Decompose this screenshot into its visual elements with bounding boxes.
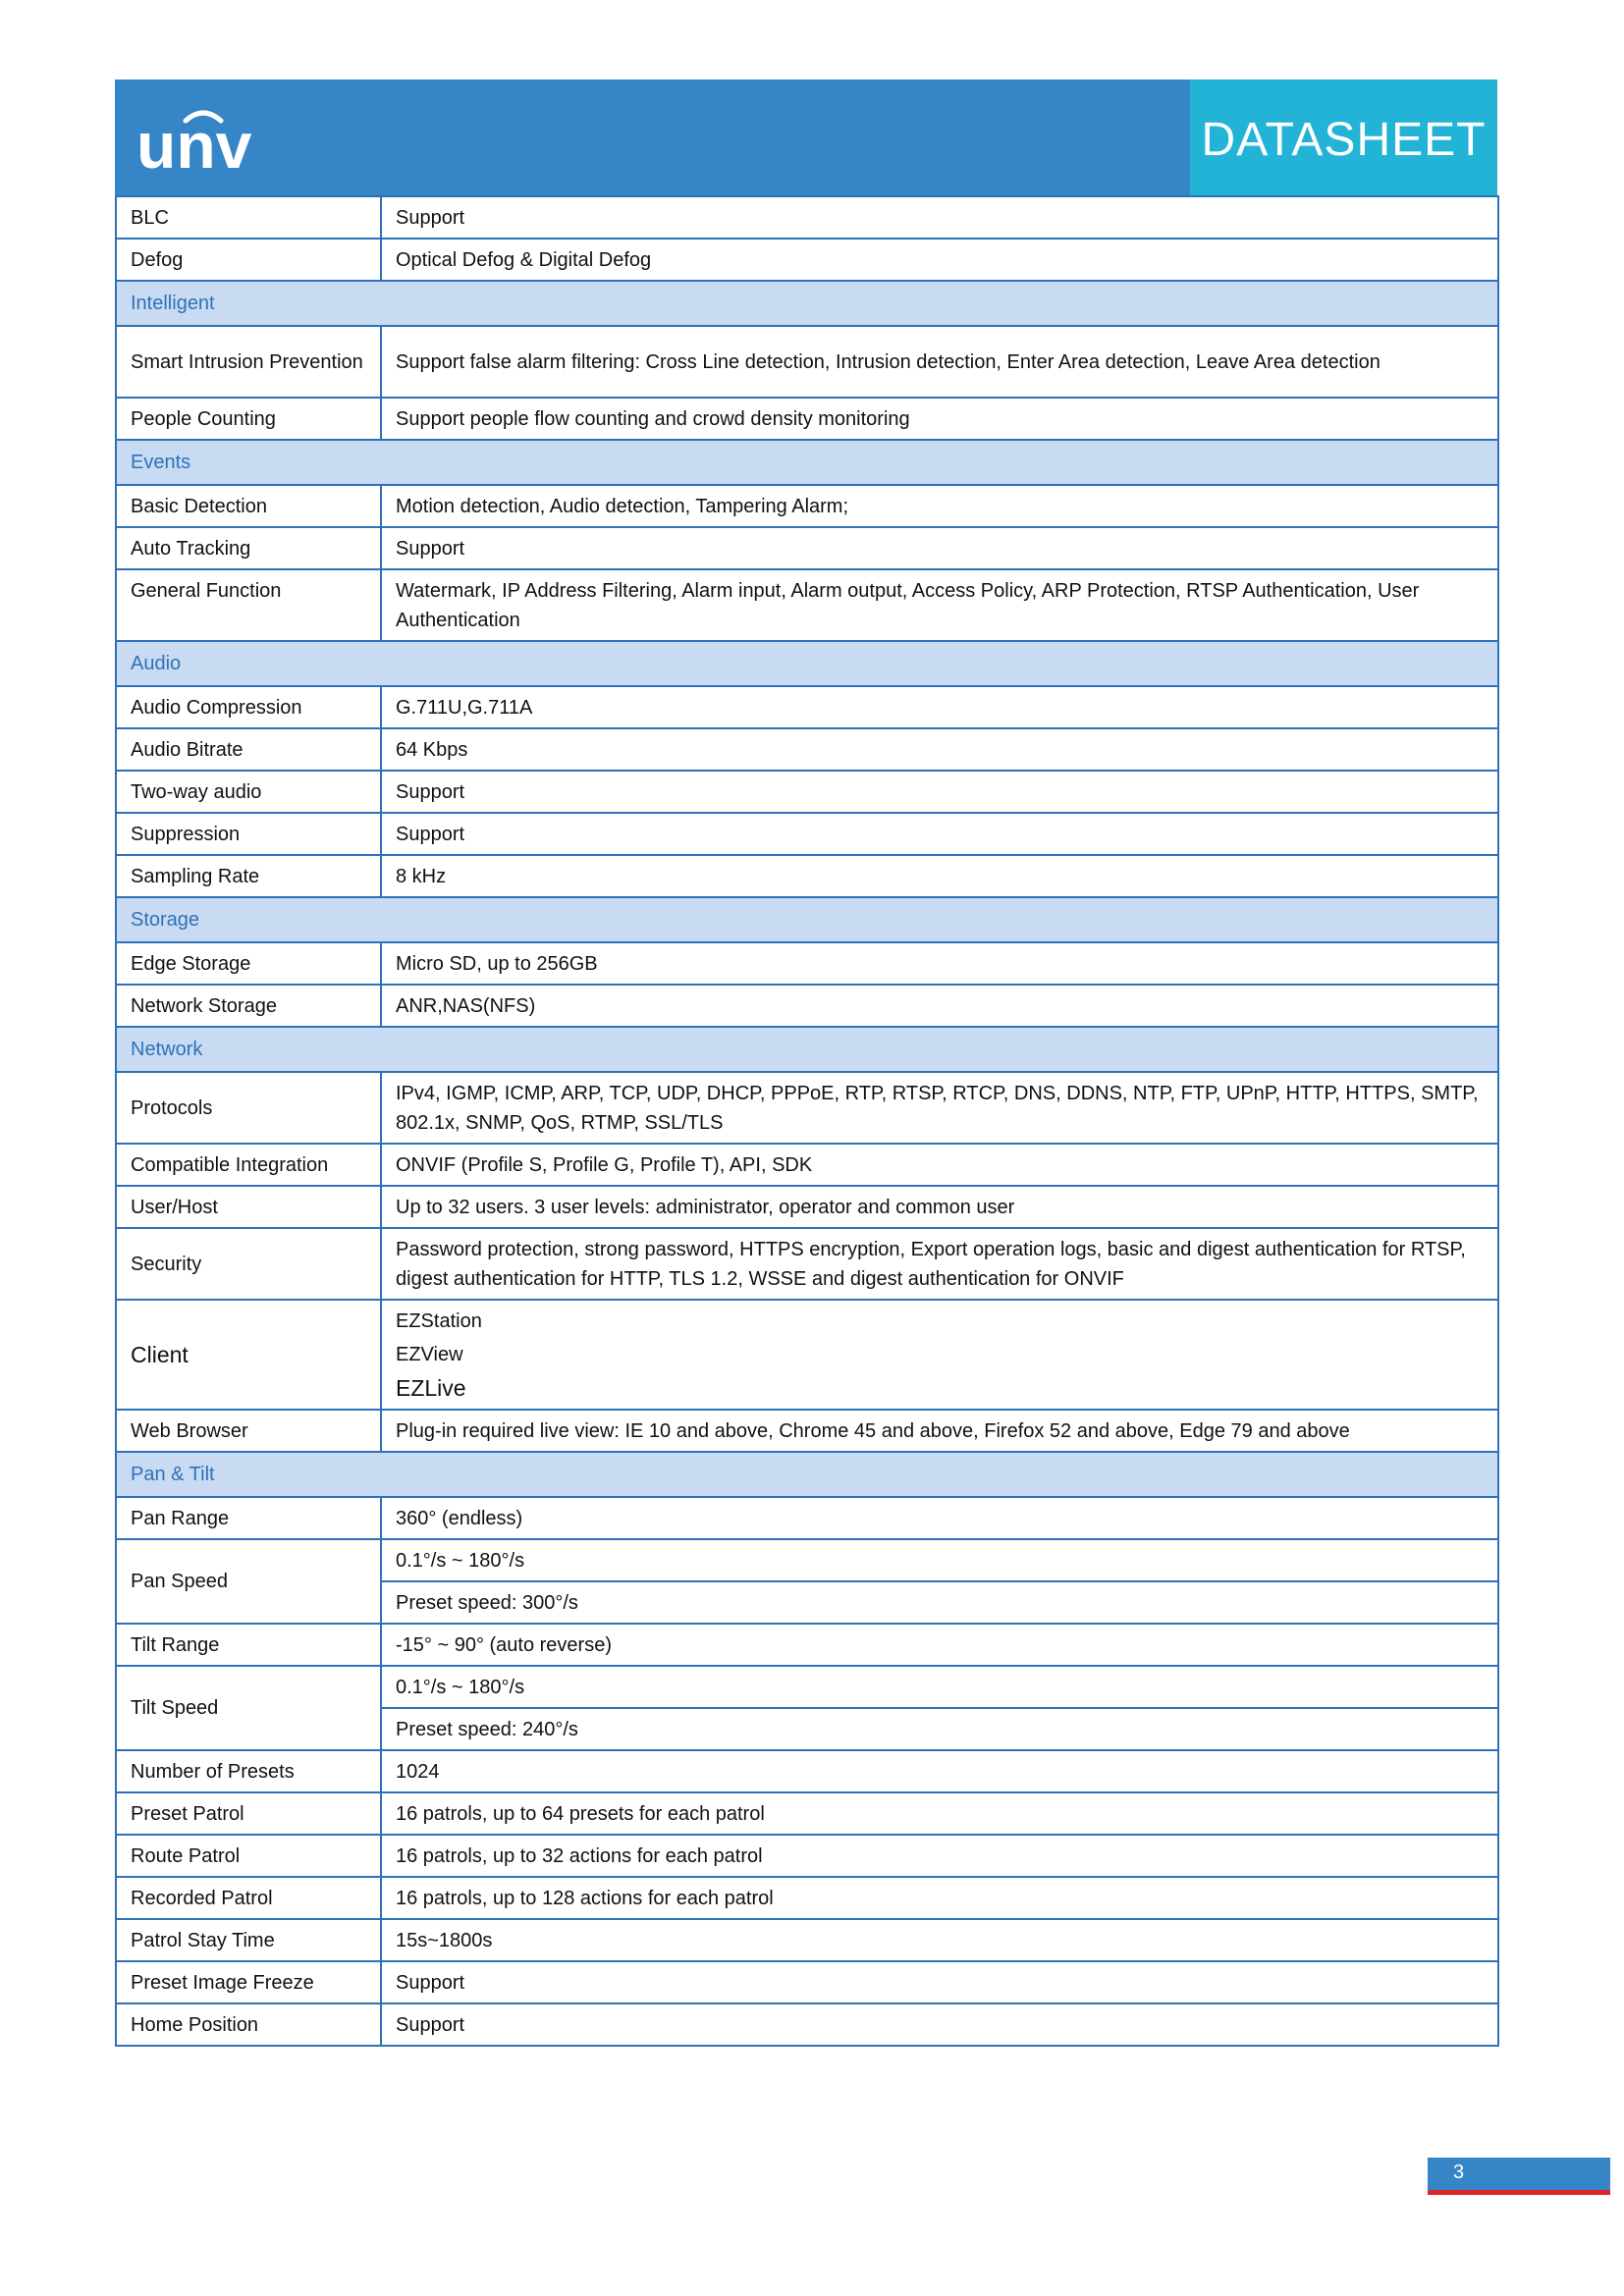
section-header-row bbox=[116, 1027, 1498, 1072]
spec-row bbox=[116, 1300, 1498, 1410]
section-header-row bbox=[116, 1452, 1498, 1497]
spec-value bbox=[381, 1300, 1498, 1410]
spec-label: Home Position bbox=[116, 2003, 381, 2046]
spec-row bbox=[116, 686, 1498, 728]
spec-label: Security bbox=[116, 1228, 381, 1300]
section-header: Pan & Tilt bbox=[116, 1452, 1498, 1497]
spec-label: Tilt Range bbox=[116, 1624, 381, 1666]
spec-value: 15s~1800s bbox=[381, 1919, 1498, 1961]
spec-label: Recorded Patrol bbox=[116, 1877, 381, 1919]
client-app-name: EZStation bbox=[396, 1310, 482, 1332]
spec-value: Motion detection, Audio detection, Tampering Alarm; bbox=[381, 485, 1498, 527]
spec-value: Preset speed: 300°/s bbox=[381, 1581, 1498, 1624]
client-app-name: EZLive bbox=[396, 1375, 466, 1401]
section-header-row bbox=[116, 641, 1498, 686]
spec-label: Audio Compression bbox=[116, 686, 381, 728]
spec-row bbox=[116, 1624, 1498, 1666]
spec-label: Number of Presets bbox=[116, 1750, 381, 1792]
spec-value: Watermark, IP Address Filtering, Alarm input, Alarm output, Access Policy, ARP Protection, RTSP Authentication, User Authentication bbox=[381, 569, 1498, 641]
spec-row bbox=[116, 1186, 1498, 1228]
spec-value: Preset speed: 240°/s bbox=[381, 1708, 1498, 1750]
spec-row bbox=[116, 2003, 1498, 2046]
spec-label: Smart Intrusion Prevention bbox=[116, 326, 381, 398]
spec-row bbox=[116, 1919, 1498, 1961]
section-header-row bbox=[116, 440, 1498, 485]
spec-label: Suppression bbox=[116, 813, 381, 855]
spec-value: Password protection, strong password, HTTPS encryption, Export operation logs, basic and digest authentication for RTSP, digest authentication for HTTP, TLS 1.2, WSSE and digest authentication for ONVIF bbox=[381, 1228, 1498, 1300]
spec-row bbox=[116, 813, 1498, 855]
spec-value: -15° ~ 90° (auto reverse) bbox=[381, 1624, 1498, 1666]
spec-value: ONVIF (Profile S, Profile G, Profile T), API, SDK bbox=[381, 1144, 1498, 1186]
spec-value: 64 Kbps bbox=[381, 728, 1498, 771]
spec-row bbox=[116, 485, 1498, 527]
datasheet-label-box bbox=[1190, 80, 1497, 195]
page-number: 3 bbox=[1453, 2162, 1465, 2183]
spec-value: Support bbox=[381, 527, 1498, 569]
page-number-bar bbox=[1428, 2158, 1610, 2195]
spec-value: Optical Defog & Digital Defog bbox=[381, 239, 1498, 281]
spec-label: People Counting bbox=[116, 398, 381, 440]
spec-row bbox=[116, 326, 1498, 398]
spec-label: Two-way audio bbox=[116, 771, 381, 813]
spec-row bbox=[116, 1835, 1498, 1877]
spec-value: 16 patrols, up to 64 presets for each patrol bbox=[381, 1792, 1498, 1835]
spec-row bbox=[116, 527, 1498, 569]
spec-value: Support bbox=[381, 2003, 1498, 2046]
client-app-name: EZView bbox=[396, 1344, 463, 1365]
spec-value: 8 kHz bbox=[381, 855, 1498, 897]
spec-row bbox=[116, 1666, 1498, 1708]
spec-row bbox=[116, 196, 1498, 239]
unv-logo bbox=[135, 99, 272, 178]
section-header: Intelligent bbox=[116, 281, 1498, 326]
spec-value: 0.1°/s ~ 180°/s bbox=[381, 1666, 1498, 1708]
spec-value: Support bbox=[381, 813, 1498, 855]
spec-value: Support people flow counting and crowd density monitoring bbox=[381, 398, 1498, 440]
section-header: Network bbox=[116, 1027, 1498, 1072]
section-header: Events bbox=[116, 440, 1498, 485]
spec-row bbox=[116, 942, 1498, 985]
spec-row bbox=[116, 1228, 1498, 1300]
spec-row bbox=[116, 985, 1498, 1027]
spec-label: Web Browser bbox=[116, 1410, 381, 1452]
spec-label: Network Storage bbox=[116, 985, 381, 1027]
spec-row bbox=[116, 1961, 1498, 2003]
section-header: Audio bbox=[116, 641, 1498, 686]
spec-value: Up to 32 users. 3 user levels: administrator, operator and common user bbox=[381, 1186, 1498, 1228]
spec-label: Edge Storage bbox=[116, 942, 381, 985]
spec-row bbox=[116, 239, 1498, 281]
spec-label: Basic Detection bbox=[116, 485, 381, 527]
spec-row bbox=[116, 1750, 1498, 1792]
datasheet-header bbox=[115, 80, 1497, 195]
spec-value: Micro SD, up to 256GB bbox=[381, 942, 1498, 985]
spec-value: 360° (endless) bbox=[381, 1497, 1498, 1539]
spec-row bbox=[116, 1877, 1498, 1919]
spec-row bbox=[116, 1072, 1498, 1144]
spec-row bbox=[116, 1144, 1498, 1186]
spec-label: BLC bbox=[116, 196, 381, 239]
spec-value: IPv4, IGMP, ICMP, ARP, TCP, UDP, DHCP, PPPoE, RTP, RTSP, RTCP, DNS, DDNS, NTP, FTP, UPnP, HTTP, HTTPS, SMTP, 802.1x, SNMP, QoS, RTMP, SSL/TLS bbox=[381, 1072, 1498, 1144]
spec-label: Compatible Integration bbox=[116, 1144, 381, 1186]
spec-row bbox=[116, 771, 1498, 813]
spec-value: 0.1°/s ~ 180°/s bbox=[381, 1539, 1498, 1581]
spec-value: 16 patrols, up to 128 actions for each patrol bbox=[381, 1877, 1498, 1919]
spec-row bbox=[116, 1792, 1498, 1835]
spec-value: G.711U,G.711A bbox=[381, 686, 1498, 728]
spec-value: Plug-in required live view: IE 10 and above, Chrome 45 and above, Firefox 52 and above, Edge 79 and above bbox=[381, 1410, 1498, 1452]
spec-row bbox=[116, 1539, 1498, 1581]
spec-label: Protocols bbox=[116, 1072, 381, 1144]
spec-label: Tilt Speed bbox=[116, 1666, 381, 1750]
spec-row bbox=[116, 1410, 1498, 1452]
spec-label: General Function bbox=[116, 569, 381, 641]
spec-value: 16 patrols, up to 32 actions for each patrol bbox=[381, 1835, 1498, 1877]
spec-label: Defog bbox=[116, 239, 381, 281]
spec-label: Preset Image Freeze bbox=[116, 1961, 381, 2003]
spec-value: Support false alarm filtering: Cross Line detection, Intrusion detection, Enter Area detection, Leave Area detection bbox=[381, 326, 1498, 398]
spec-table bbox=[115, 195, 1499, 2047]
section-header-row bbox=[116, 281, 1498, 326]
section-header-row bbox=[116, 897, 1498, 942]
spec-label: Pan Range bbox=[116, 1497, 381, 1539]
spec-label: User/Host bbox=[116, 1186, 381, 1228]
section-header: Storage bbox=[116, 897, 1498, 942]
spec-row bbox=[116, 569, 1498, 641]
spec-row bbox=[116, 855, 1498, 897]
spec-label: Pan Speed bbox=[116, 1539, 381, 1624]
spec-label: Sampling Rate bbox=[116, 855, 381, 897]
spec-label: Auto Tracking bbox=[116, 527, 381, 569]
spec-label: Audio Bitrate bbox=[116, 728, 381, 771]
datasheet-label: DATASHEET bbox=[1201, 114, 1487, 166]
svg-text:unv: unv bbox=[136, 109, 252, 178]
spec-value: Support bbox=[381, 196, 1498, 239]
spec-value: 1024 bbox=[381, 1750, 1498, 1792]
spec-label: Patrol Stay Time bbox=[116, 1919, 381, 1961]
spec-value: ANR,NAS(NFS) bbox=[381, 985, 1498, 1027]
spec-label: Preset Patrol bbox=[116, 1792, 381, 1835]
spec-label: Client bbox=[116, 1300, 381, 1410]
spec-label: Route Patrol bbox=[116, 1835, 381, 1877]
spec-value: Support bbox=[381, 771, 1498, 813]
spec-value: Support bbox=[381, 1961, 1498, 2003]
spec-row bbox=[116, 728, 1498, 771]
spec-row bbox=[116, 398, 1498, 440]
spec-row bbox=[116, 1497, 1498, 1539]
